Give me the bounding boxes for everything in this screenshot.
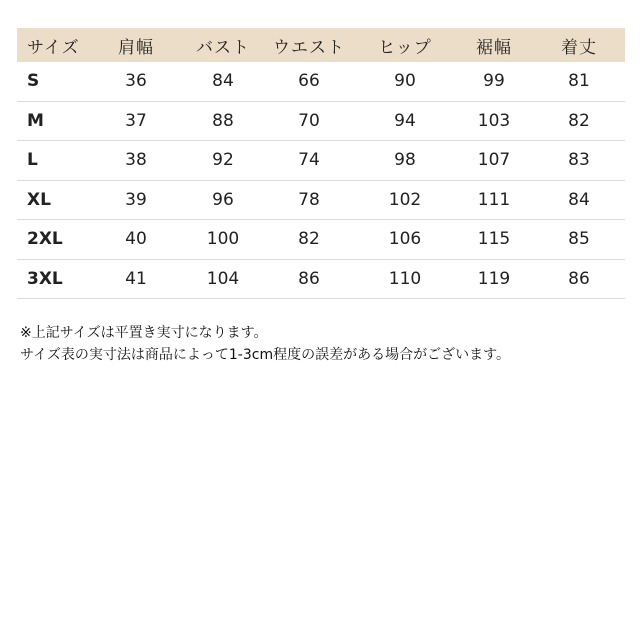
table-cell: 92 xyxy=(212,150,234,171)
table-cell: 90 xyxy=(394,71,416,92)
table-cell: 81 xyxy=(568,71,590,92)
table-cell: 39 xyxy=(125,189,147,210)
table-cell: 96 xyxy=(212,189,234,210)
table-cell: 36 xyxy=(125,71,147,92)
size-label: S xyxy=(27,71,40,92)
header-cell-shoulder: 肩幅 xyxy=(118,37,154,58)
note-line: ※上記サイズは平置き実寸になります。 xyxy=(20,325,268,341)
table-row xyxy=(17,181,625,221)
size-label: 3XL xyxy=(27,268,63,289)
table-cell: 86 xyxy=(568,268,590,289)
table-row xyxy=(17,102,625,142)
header-cell-length: 着丈 xyxy=(561,37,597,58)
table-cell: 107 xyxy=(477,150,511,171)
table-cell: 37 xyxy=(125,110,147,131)
table-header xyxy=(17,28,625,62)
header-cell-size: サイズ xyxy=(27,37,80,58)
table-cell: 98 xyxy=(394,150,416,171)
table-cell: 111 xyxy=(477,189,511,210)
table-cell: 99 xyxy=(483,71,505,92)
header-cell-hip: ヒップ xyxy=(378,37,432,58)
table-cell: 86 xyxy=(298,268,320,289)
table-cell: 38 xyxy=(125,150,147,171)
table-cell: 66 xyxy=(298,71,320,92)
table-cell: 40 xyxy=(125,229,147,250)
table-cell: 103 xyxy=(477,110,511,131)
table-cell: 110 xyxy=(388,268,422,289)
table-cell: 106 xyxy=(388,229,422,250)
header-cell-waist: ウエスト xyxy=(273,37,345,58)
table-cell: 74 xyxy=(298,150,320,171)
table-cell: 83 xyxy=(568,150,590,171)
note-line: サイズ表の実寸法は商品によって1-3cm程度の誤差がある場合がございます。 xyxy=(20,347,510,363)
table-cell: 84 xyxy=(568,189,590,210)
header-cell-bust: バスト xyxy=(196,37,250,58)
table-row xyxy=(17,141,625,181)
size-label: 2XL xyxy=(27,229,63,250)
table-cell: 70 xyxy=(298,110,320,131)
table-cell: 41 xyxy=(125,268,147,289)
table-row xyxy=(17,62,625,102)
table-cell: 85 xyxy=(568,229,590,250)
table-cell: 84 xyxy=(212,71,234,92)
size-notes xyxy=(20,322,510,366)
table-cell: 82 xyxy=(568,110,590,131)
table-cell: 78 xyxy=(298,189,320,210)
table-row xyxy=(17,260,625,300)
size-label: XL xyxy=(27,189,51,210)
header-cell-hem-width: 裾幅 xyxy=(476,37,512,58)
table-row xyxy=(17,220,625,260)
size-table xyxy=(17,28,625,299)
table-cell: 102 xyxy=(388,189,422,210)
table-cell: 94 xyxy=(394,110,416,131)
table-cell: 115 xyxy=(477,229,511,250)
table-cell: 82 xyxy=(298,229,320,250)
table-cell: 100 xyxy=(206,229,240,250)
table-cell: 119 xyxy=(477,268,511,289)
size-label: M xyxy=(27,110,44,131)
table-cell: 104 xyxy=(206,268,240,289)
size-label: L xyxy=(27,150,38,171)
table-cell: 88 xyxy=(212,110,234,131)
